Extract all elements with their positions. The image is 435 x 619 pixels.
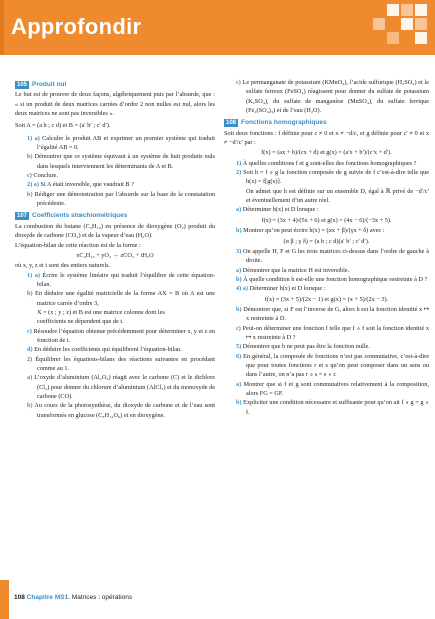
question: 6) En général, la composée de fonctions n’est pas commutative, c’est-à-dire que pour toutes fonctions r et s qu’on peut composer dans un sens ou dans l’autre, on n’a pas r ∘ s = s ∘ r.	[236, 352, 430, 379]
exercise-intro: Soit deux fonctions : f définie pour c ≠ 0 et x ≠ −d/c, et g définie pour c′ ≠ 0 et x ≠ −d′/c′ par :	[224, 129, 429, 147]
question: c) Résoudre l’équation obtenue précédemment pour déterminer x, y et z en fonction de t.	[27, 327, 216, 344]
question: 2) Soit h = f ∘ g la fonction composée de g suivie de f c’est-à-dire telle que h(x) = f[g(x)].	[236, 169, 430, 186]
question: b) Montrer qu’on peut écrire h(x) = (αx + β)/(γx + δ) avec :	[236, 227, 385, 235]
question-detail: X = (x ; y ; z) et B est une matrice colonne dont les	[37, 308, 165, 316]
question: b) Démontrer que, si F est l’inverse de G, alors h est la fonction identité x ↦ x restreinte à D.	[236, 305, 430, 323]
question: 3) On appelle H, F et G les trois matrices ci-dessus dans l’ordre de gauche à droite.	[236, 247, 430, 265]
exercise-intro: La combustion du butane (C₄H₁₀) en présence de dioxygène (O₂) produit du dioxyde de carbone (CO₂) et de la vapeur d’eau (H₂O).	[15, 222, 215, 240]
exercise-number: 105	[17, 81, 28, 88]
page-footer	[14, 594, 132, 601]
exercise-note: où x, y, z et t sont des entiers naturels.	[15, 262, 111, 270]
question-detail: On admet que h est définie sur un ensemble D, égal à ℝ privé de −d′/c′ et éventuellement d’un autre réel.	[246, 187, 429, 205]
page-title: Approfondir	[11, 14, 142, 39]
question: b) Rédiger une démonstration par l’absurde sur la base de la constatation précédente.	[27, 190, 216, 208]
exercise-title: Produit nul	[32, 81, 67, 88]
question: d) En déduire les coefficients qui équilibrent l’équation-bilan.	[27, 346, 182, 354]
question: c) Peut-on déterminer une fonction f telle que f ∘ f soit la fonction identité x ↦ x restreinte à D ?	[236, 324, 430, 341]
exercise-title: Coefficients stœchiométriques	[32, 212, 128, 220]
question-detail: coefficients ne dépendent que de t.	[37, 318, 124, 326]
matrices-definition: Soit A = (a b ; c d) et B = (a′ b′ ; c′ d′).	[15, 122, 111, 130]
question: 1) À quelles conditions f et g sont-elles des fonctions homographiques ?	[236, 159, 417, 167]
question: c) Le permanganate de potassium (KMnO₄), l’acide sulfurique (H₂SO₄) et le sulfate ferreux (FeSO₄) réagissent pour donner du sulfate de potassium (K₂SO₄), du sulfate de manganèse (MnSO₄), du sulfate ferrique (Fe₂(SO₄)₃) et de l’eau (H₂O).	[236, 79, 430, 115]
exercise-number: 108	[226, 120, 237, 127]
banner-edge	[0, 0, 4, 55]
question: a) Démontrer que la matrice H est inversible.	[236, 266, 350, 274]
exercise-105-header	[15, 80, 215, 89]
question: b) En déduire une égalité matricielle de la forme AX = B où A est une matrice carrée d’ordre 3,	[27, 290, 216, 307]
chapter-label: Chapitre MS1.	[26, 594, 71, 601]
question: b) Démontrer que ce système équivaut à un système de huit produits nuls dans lesquels interviennent les déterminants de A et B.	[27, 153, 215, 170]
question: 4) a) Déterminer h(x) et D lorsque :	[236, 285, 326, 293]
exercise-107-header	[15, 211, 215, 220]
header-banner	[0, 0, 435, 55]
formula: f(x) = (3x + 5)/(2x − 1) et g(x) = (x + 5)/(2x − 3).	[264, 295, 389, 303]
footer-tab	[0, 580, 9, 619]
question: 2) a) Si A était inversible, que vaudrait B ?	[27, 181, 134, 189]
question: 5) Démontrer que h ne peut pas être la fonction nulle.	[236, 343, 370, 351]
right-column	[224, 78, 429, 417]
formula: (α β ; γ δ) = (a b ; c d)(a′ b′ ; c′ d′).	[283, 237, 370, 245]
exercise-intro: Le but est de prouver de deux façons, algébriquement puis par l’absurde, que : « si un produit de deux matrices carrées d’ordre 2 non nulles est nul, alors les deux matrices ne sont pas inversibles ».	[15, 91, 215, 118]
question: a) Déterminer h(x) et D lorsque :	[236, 206, 319, 214]
question: b) Expliciter une condition nécessaire et suffisante pour qu’on ait f ∘ g = g ∘ f.	[236, 399, 429, 416]
exercise-intro: L’équation-bilan de cette réaction est de la forme :	[15, 241, 141, 249]
question: 1) a) Écrire le système linéaire qui traduit l’équilibre de cette équation-bilan.	[27, 271, 216, 288]
question: a) Montrer que si f et g sont commutatives relativement à la composition, alors FG = GF.	[236, 380, 429, 397]
decorative-squares-icon	[345, 4, 433, 54]
question: 2) Équilibrer les équations-bilans des réactions suivantes en procédant comme au 1.	[27, 355, 216, 372]
left-column	[15, 78, 215, 420]
question: b) Au cours de la photosynthèse, du dioxyde de carbone et de l’eau sont transformés en glucose (C₆H₁₂O₆) et en dioxygène.	[27, 402, 216, 419]
question: a) L’oxyde d’aluminium (Al₂O₃) réagit avec le carbone (C) et le dichlore (Cl₂) pour donner du chlorure d’aluminium (AlCl₃) et du monoxyde de carbone (CO).	[27, 374, 215, 400]
chapter-subject: Matrices : opérations	[71, 594, 133, 601]
formula: f(x) = (3x + 4)/(5x + 6) et g(x) = (4x − 6)/(−3x + 5).	[261, 216, 392, 224]
exercise-number: 107	[17, 213, 28, 220]
exercise-108-header	[224, 118, 429, 127]
question: 1) a) Calculer le produit AB et exprimer un premier système qui traduit l’égalité AB = 0.	[27, 134, 215, 152]
chemical-equation: xC₄H₁₀ + yO₂ → zCO₂ + tH₂O	[76, 251, 154, 259]
page-number: 108	[14, 594, 25, 601]
question: b) À quelle condition h est-elle une fonction homographique restreinte à D ?	[236, 275, 428, 283]
question: c) Conclure.	[27, 172, 58, 180]
exercise-title: Fonctions homographiques	[241, 119, 327, 127]
function-definitions: f(x) = (ax + b)/(cx + d) et g(x) = (a′x + b′)/(c′x + d′).	[261, 149, 392, 157]
